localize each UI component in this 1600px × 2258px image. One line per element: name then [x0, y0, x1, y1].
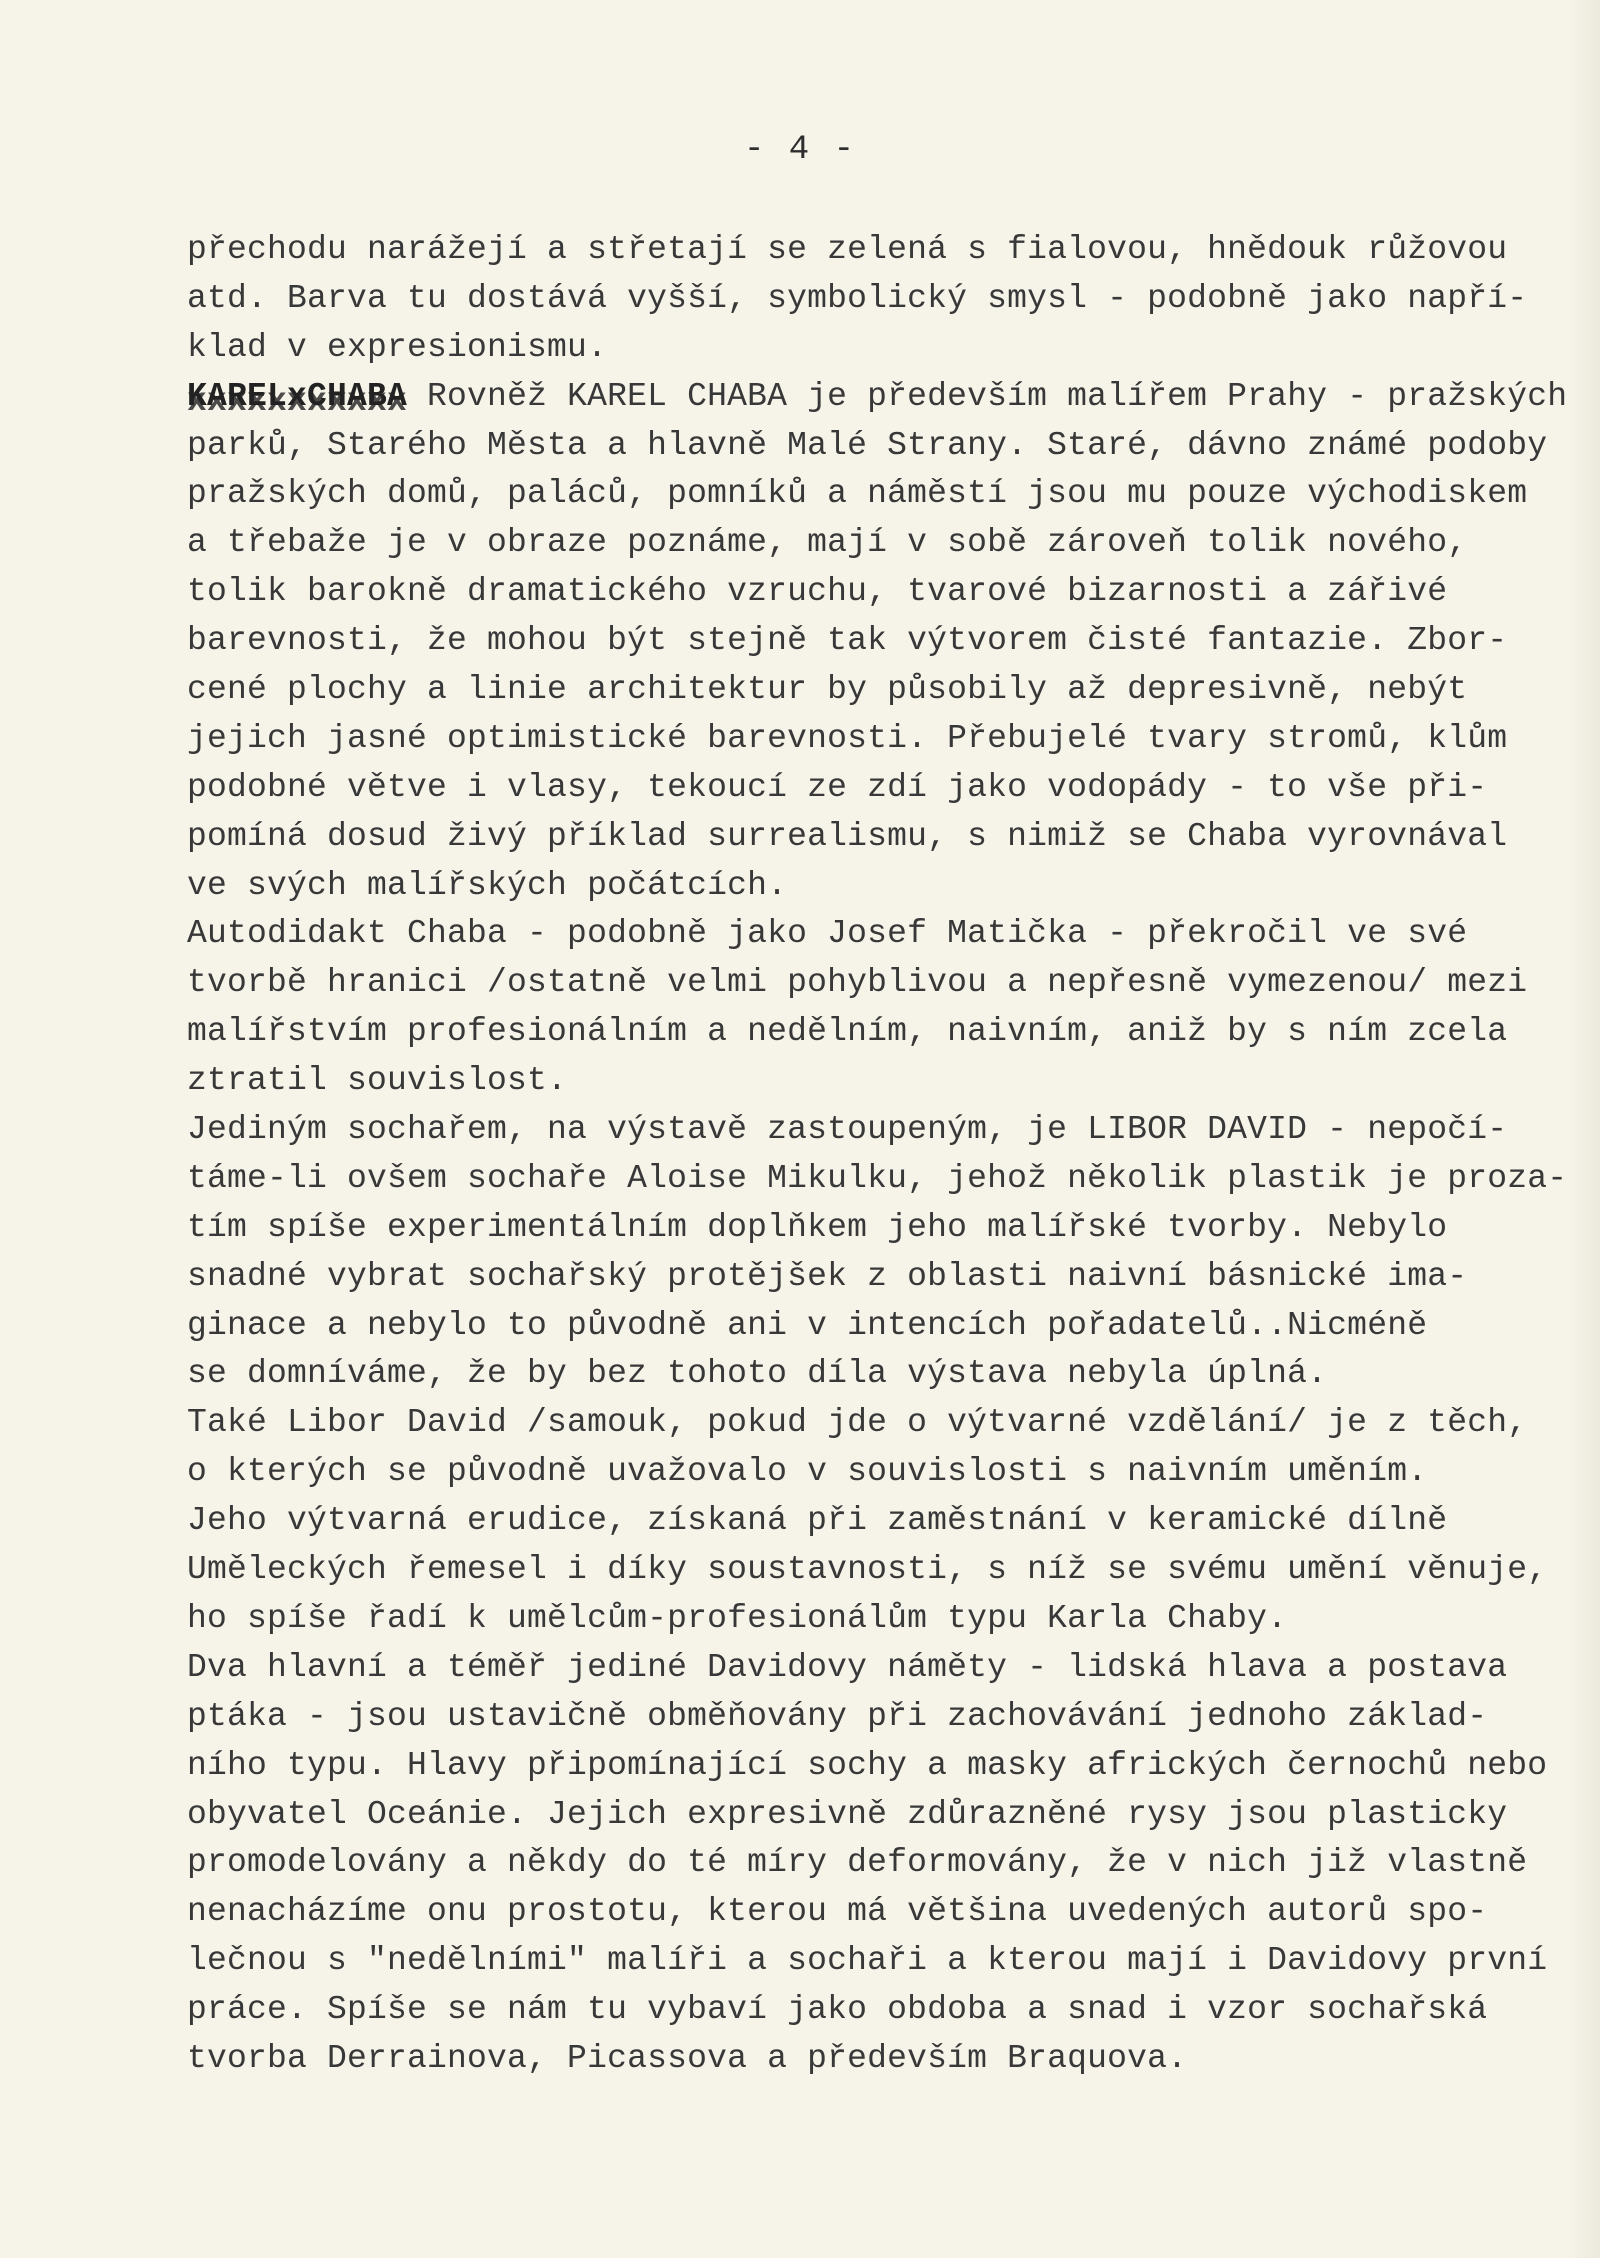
line-text: klad v expresionismu.: [187, 328, 608, 366]
line-text: nenacházíme onu prostotu, kterou má většina uvedených autorů spo-: [187, 1893, 1488, 1931]
line-text: o kterých se původně uvažovalo v souvislosti s naivním uměním.: [187, 1453, 1428, 1491]
text-line: [187, 226, 1577, 275]
line-text: ptáka - jsou ustavičně obměňovány při zachovávání jednoho základ-: [187, 1697, 1488, 1735]
line-text: tím spíše experimentálním doplňkem jeho malířské tvorby. Nebylo: [187, 1208, 1448, 1246]
text-line: [187, 1693, 1577, 1742]
text-line: [187, 422, 1577, 471]
paragraph: [187, 1106, 1577, 1399]
text-line: [187, 1986, 1577, 2035]
struck-out-text: KARELxCHABA xxxxxxxxxxx: [187, 378, 407, 415]
text-line: [187, 519, 1577, 568]
line-text: barevnosti, že mohou být stejně tak výtvorem čisté fantazie. Zbor-: [187, 622, 1508, 660]
line-text: se domníváme, že by bez tohoto díla výstava nebyla úplná.: [187, 1355, 1328, 1393]
text-line: [187, 1106, 1577, 1155]
line-text: tvorba Derrainova, Picassova a především Braquova.: [187, 2039, 1188, 2077]
text-line: [187, 1253, 1577, 1302]
text-line: [187, 1742, 1577, 1791]
line-text: promodelovány a někdy do té míry deformovány, že v nich již vlastně: [187, 1844, 1528, 1882]
text-line: [187, 324, 1577, 373]
line-text: cené plochy a linie architektur by působily až depresivně, nebýt: [187, 671, 1468, 709]
line-text: a třebaže je v obraze poznáme, mají v sobě zároveň tolik nového,: [187, 524, 1468, 562]
text-line: [187, 715, 1577, 764]
text-line: [187, 2035, 1577, 2084]
line-text: ního typu. Hlavy připomínající sochy a masky afrických černochů nebo: [187, 1746, 1548, 1784]
text-line: [187, 1644, 1577, 1693]
line-text: obyvatel Oceánie. Jejich expresivně zdůrazněné rysy jsou plasticky: [187, 1795, 1508, 1833]
page-number: - 4 -: [743, 131, 857, 169]
paragraph: [187, 226, 1577, 373]
line-text: práce. Spíše se nám tu vybaví jako obdoba a snad i vzor sochařská: [187, 1991, 1488, 2029]
line-text: pražských domů, paláců, pomníků a náměstí jsou mu pouze východiskem: [187, 475, 1528, 513]
line-text: malířstvím profesionálním a nedělním, naivním, aniž by s ním zcela: [187, 1013, 1508, 1051]
text-line: [187, 910, 1577, 959]
text-line: [187, 1204, 1577, 1253]
line-text: Rovněž KAREL CHABA je především malířem Prahy - pražských: [407, 377, 1568, 415]
paragraph: [187, 1644, 1577, 2084]
text-line: [187, 1937, 1577, 1986]
line-text: ginace a nebylo to původně ani v intencích pořadatelů..Nicméně: [187, 1306, 1428, 1344]
text-line: [187, 1057, 1577, 1106]
text-line: [187, 1839, 1577, 1888]
paragraph: [187, 373, 1577, 911]
text-line: [187, 617, 1577, 666]
line-text: Dva hlavní a téměř jediné Davidovy náměty - lidská hlava a postava: [187, 1648, 1508, 1686]
line-text: pomíná dosud živý příklad surrealismu, s nimiž se Chaba vyrovnával: [187, 817, 1508, 855]
text-line: [187, 1008, 1577, 1057]
line-text: Jediným sochařem, na výstavě zastoupeným, je LIBOR DAVID - nepočí-: [187, 1111, 1508, 1149]
line-text: tvorbě hranici /ostatně velmi pohyblivou a nepřesně vymezenou/ mezi: [187, 964, 1528, 1002]
text-line: [187, 1595, 1577, 1644]
text-line: [187, 1546, 1577, 1595]
paragraph: [187, 1399, 1577, 1643]
line-text: ho spíše řadí k umělcům-profesionálům typu Karla Chaby.: [187, 1599, 1288, 1637]
text-line: [187, 1888, 1577, 1937]
paragraph: [187, 910, 1577, 1106]
line-text: atd. Barva tu dostává vyšší, symbolický smysl - podobně jako napří-: [187, 279, 1528, 317]
text-line: [187, 813, 1577, 862]
line-text: parků, Starého Města a hlavně Malé Strany. Staré, dávno známé podoby: [187, 426, 1548, 464]
text-line: [187, 1791, 1577, 1840]
text-line: [187, 1302, 1577, 1351]
line-text: tolik barokně dramatického vzruchu, tvarové bizarnosti a zářivé: [187, 573, 1448, 611]
text-line: [187, 1155, 1577, 1204]
text-line: [187, 275, 1577, 324]
line-text: Uměleckých řemesel i díky soustavnosti, s níž se svému umění věnuje,: [187, 1551, 1548, 1589]
line-text: snadné vybrat sochařský protějšek z oblasti naivní básnické ima-: [187, 1257, 1468, 1295]
text-line: [187, 470, 1577, 519]
line-text: podobné větve i vlasy, tekoucí ze zdí jako vodopády - to vše při-: [187, 768, 1488, 806]
text-line: [187, 666, 1577, 715]
line-text: táme-li ovšem sochaře Aloise Mikulku, jehož několik plastik je proza-: [187, 1159, 1568, 1197]
text-line: [187, 568, 1577, 617]
text-line: [187, 373, 1577, 422]
line-text: lečnou s "nedělními" malíři a sochaři a kterou mají i Davidovy první: [187, 1942, 1548, 1980]
line-text: jejich jasné optimistické barevnosti. Přebujelé tvary stromů, klům: [187, 719, 1508, 757]
line-text: ve svých malířských počátcích.: [187, 866, 788, 904]
text-line: [187, 1399, 1577, 1448]
text-line: [187, 1497, 1577, 1546]
line-text: přechodu narážejí a střetají se zelená s fialovou, hnědouk růžovou: [187, 231, 1508, 268]
line-text: Také Libor David /samouk, pokud jde o výtvarné vzdělání/ je z těch,: [187, 1404, 1528, 1442]
line-text: ztratil souvislost.: [187, 1062, 568, 1100]
text-line: [187, 1448, 1577, 1497]
text-line: [187, 959, 1577, 1008]
document-body: [187, 226, 1577, 2084]
line-text: Jeho výtvarná erudice, získaná při zaměstnání v keramické dílně: [187, 1502, 1448, 1540]
text-line: [187, 764, 1577, 813]
text-line: [187, 862, 1577, 911]
text-line: [187, 1350, 1577, 1399]
line-text: Autodidakt Chaba - podobně jako Josef Matička - překročil ve své: [187, 915, 1468, 953]
